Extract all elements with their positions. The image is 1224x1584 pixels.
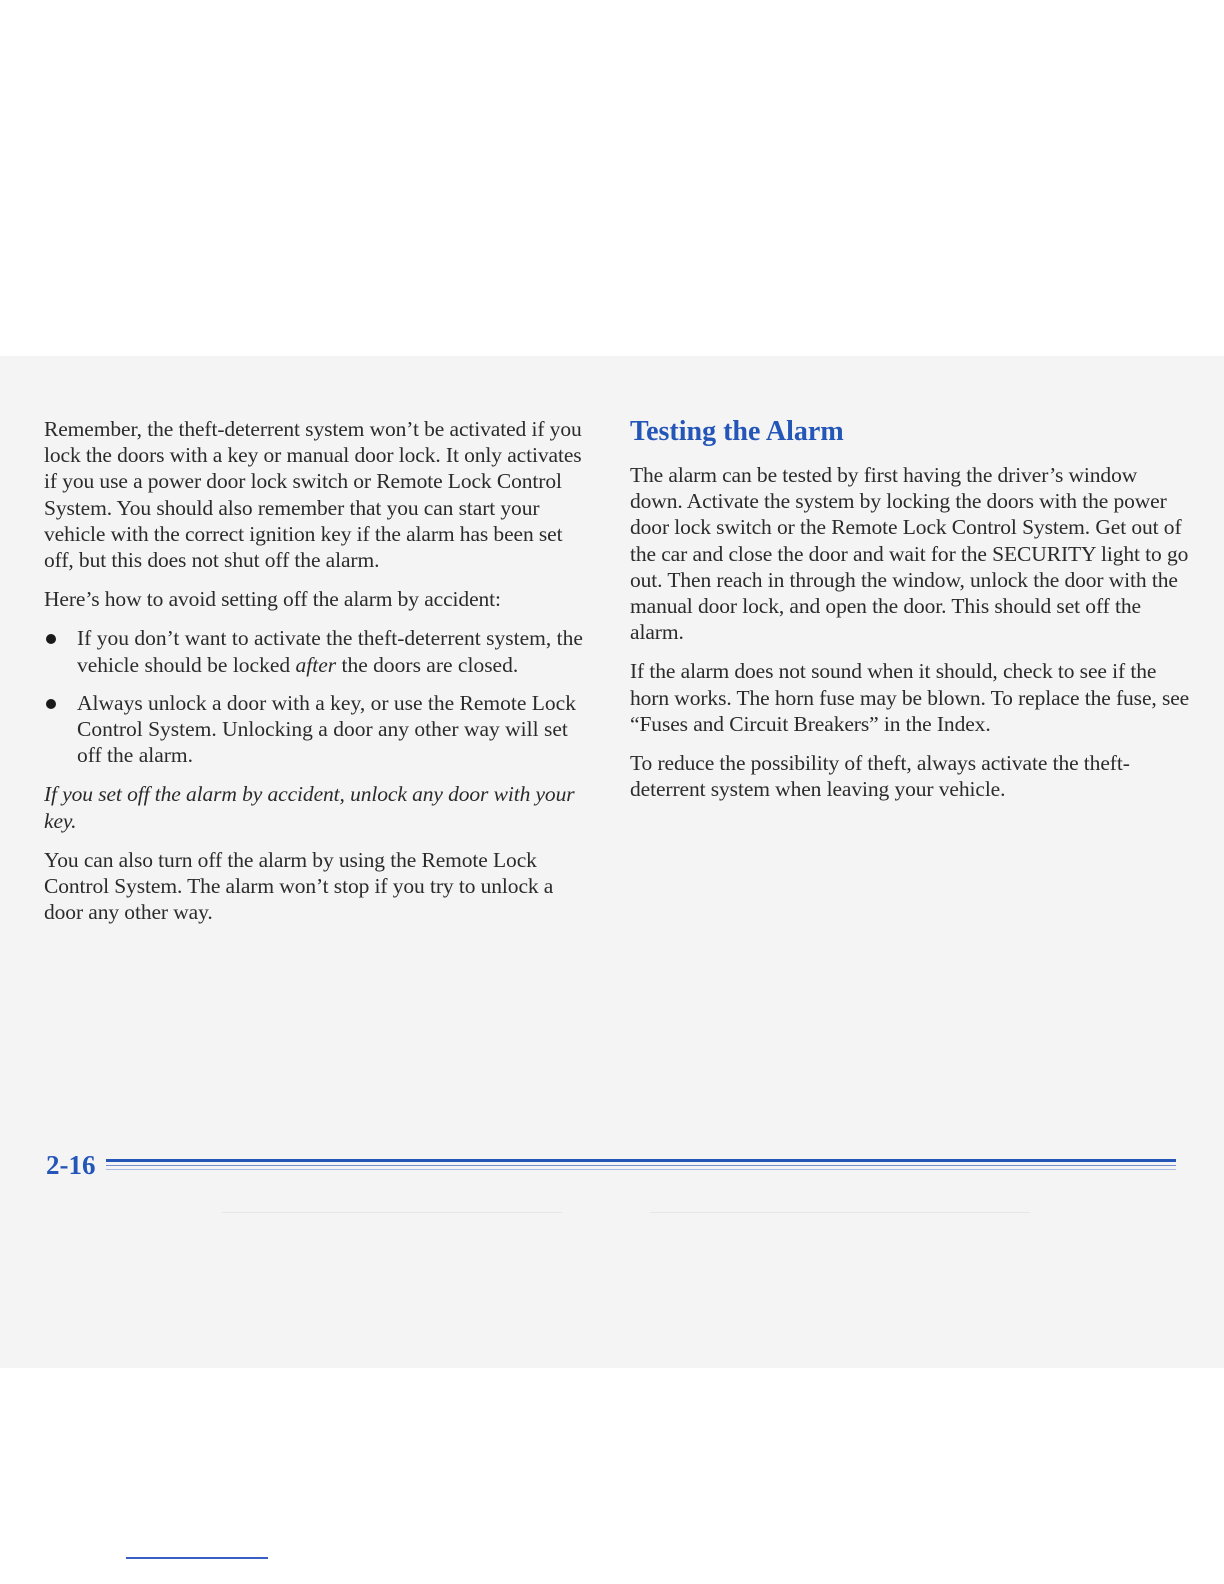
section-heading: Testing the Alarm xyxy=(630,416,844,447)
bullet-icon xyxy=(46,634,56,644)
paragraph-theft-deterrent-activation: Remember, the theft-deterrent system won’t be activated if you lock the doors with a key or manual door lock. It only activates if you use a power door lock switch or Remote Lock Control System. You should also remember that you can start your vehicle with the correct ignition key if the alarm has been set off, but this does not shut off the alarm. xyxy=(44,417,582,573)
paragraph-testing-steps: The alarm can be tested by first having the driver’s window down. Activate the system by locking the doors with the power door lock switch or the Remote Lock Control System. Get out of the car and close the door and wait for the SECURITY light to go out. Then reach in through the window, unlock the door with the manual door lock, and open the door. This should set off the alarm. xyxy=(630,463,1189,645)
bullet-text-emphasis: after xyxy=(295,652,337,677)
footer-rule-tertiary xyxy=(106,1169,1176,1170)
italic-note: If you set off the alarm by accident, unlock any door with your key. xyxy=(44,782,575,833)
paragraph-remote-turn-off: You can also turn off the alarm by using the Remote Lock Control System. The alarm won’t stop if you try to unlock a door any other way. xyxy=(44,847,554,925)
list-item xyxy=(44,625,592,677)
paragraph-reduce-theft: To reduce the possibility of theft, always activate the theft-deterrent system when leaving your vehicle. xyxy=(630,751,1130,802)
bottom-mark xyxy=(126,1557,268,1559)
bullet-text-before: If you don’t want to activate the theft-deterrent system, the vehicle should be locked xyxy=(77,626,583,677)
bullet-text-after: the doors are closed. xyxy=(336,652,519,677)
paragraph-horn-check: If the alarm does not sound when it should, check to see if the horn works. The horn fuse may be blown. To replace the fuse, see “Fuses and Circuit Breakers” in the Index. xyxy=(630,659,1190,736)
footer-rule xyxy=(106,1159,1176,1162)
left-column xyxy=(44,416,592,938)
list-item xyxy=(44,690,592,769)
scan-artifact-line xyxy=(222,1212,562,1213)
page-number: 2-16 xyxy=(46,1150,96,1180)
scan-artifact-line xyxy=(650,1212,1030,1213)
paragraph-avoid-alarm-intro: Here’s how to avoid setting off the alarm by accident: xyxy=(44,587,501,612)
page-footer xyxy=(46,1148,1176,1184)
footer-rule-secondary xyxy=(106,1165,1176,1166)
right-column xyxy=(630,416,1190,815)
bullet-icon xyxy=(46,699,56,709)
bullet-text: Always unlock a door with a key, or use the Remote Lock Control System. Unlocking a door any other way will set off the alarm. xyxy=(77,690,576,768)
avoid-alarm-list xyxy=(44,625,592,768)
